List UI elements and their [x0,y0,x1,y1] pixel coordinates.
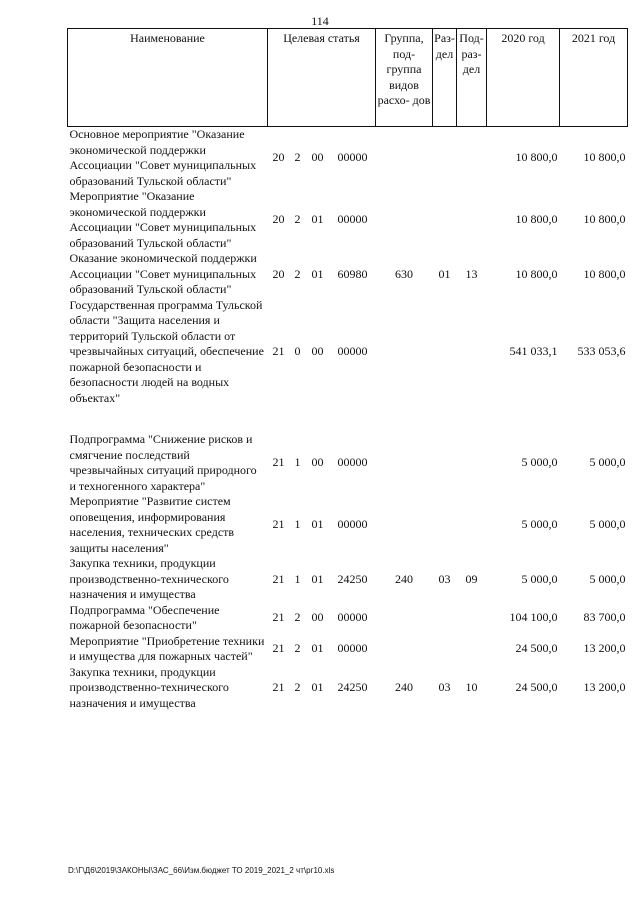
amount-2020: 5 000,0 [521,517,558,532]
amount-2021: 13 200,0 [583,680,626,694]
expense-group: 240 [395,571,414,586]
amount-2021: 5 000,0 [589,517,626,532]
row-name: Оказание экономической поддержки Ассоциации "Совет муниципальных образований Тульской области" [69,251,257,296]
amount-2021: 10 800,0 [583,150,626,165]
row-name: Основное мероприятие "Оказание экономической поддержки Ассоциации "Совет муниципальных образований Тульской области" [69,127,257,188]
target-code-subprogram: 2 [294,641,301,656]
target-code-program: 21 [272,641,285,656]
target-code-direction: 00000 [337,455,368,470]
target-code-subprogram: 0 [294,344,301,358]
target-code-program: 20 [272,150,285,165]
subsection-code [457,432,487,494]
section-code [433,298,457,407]
target-code-subprogram: 2 [294,266,301,281]
expense-group [376,298,433,407]
target-code-program: 20 [272,266,285,281]
target-code-event: 01 [311,680,324,694]
header-2020: 2020 год [487,29,560,127]
amount-2020: 24 500,0 [515,641,558,656]
section-code [433,189,457,251]
target-code-direction: 60980 [337,266,368,281]
expense-group [376,634,433,665]
amount-2020: 104 100,0 [509,610,558,625]
page-number: 114 [311,14,329,28]
table-row [68,665,628,712]
target-code-direction: 24250 [337,571,368,586]
target-code-direction: 24250 [337,680,368,694]
target-code-subprogram: 2 [294,212,301,227]
target-code-program: 21 [272,517,285,532]
table-row [68,432,628,494]
subsection-code [457,189,487,251]
header-expense-group: Группа, под- группа видов расхо- дов [376,29,433,127]
spacer-row [68,406,628,432]
section-code: 01 [438,266,451,281]
target-code-program: 21 [272,455,285,470]
amount-2020: 5 000,0 [521,571,558,586]
section-code [433,494,457,556]
budget-table [67,28,628,711]
expense-group [376,603,433,634]
table-row [68,251,628,298]
subsection-code [457,494,487,556]
amount-2021: 5 000,0 [589,455,626,470]
header-section: Раз- дел [433,29,457,127]
amount-2020: 10 800,0 [515,150,558,165]
section-code [433,603,457,634]
subsection-code [457,298,487,407]
expense-group: 630 [395,266,414,281]
target-code-program: 21 [272,610,285,625]
target-code-program: 20 [272,212,285,227]
target-code-subprogram: 2 [294,150,301,165]
section-code [433,432,457,494]
amount-2021: 83 700,0 [583,610,626,625]
subsection-code [457,127,487,190]
row-name: Закупка техники, продукции производственно-технического назначения и имущества [69,664,229,710]
row-name: Подпрограмма "Снижение рисков и смягчение последствий чрезвычайных ситуаций природного и техногенного характера" [69,432,257,493]
table-row [68,556,628,603]
header-target-article: Целевая статья [268,29,376,127]
target-code-event: 01 [311,517,324,532]
amount-2020: 5 000,0 [521,455,558,470]
target-code-direction: 00000 [337,150,368,165]
amount-2021: 5 000,0 [589,571,626,586]
target-code-event: 00 [311,150,324,165]
target-code-subprogram: 1 [294,571,301,586]
target-code-event: 00 [311,344,324,358]
row-name: Государственная программа Тульской области "Защита населения и территорий Тульской области от чрезвычайных ситуаций, обеспечение пожарной безопасности и безопасности людей на водных объектах" [69,297,264,405]
subsection-code: 09 [465,571,478,586]
row-name: Закупка техники, продукции производственно-технического назначения и имущества [69,556,229,601]
amount-2020: 10 800,0 [515,212,558,227]
amount-2021: 10 800,0 [583,266,626,281]
amount-2021: 10 800,0 [583,212,626,227]
table-header-row [68,29,628,127]
section-code: 03 [438,680,451,694]
expense-group [376,189,433,251]
target-code-event: 01 [311,266,324,281]
footer-file-path: D:\Г\Д6\2019\ЗАКОНЫ\ЗАС_66\Изм.бюджет ТО 2019_2021_2 чт\рг10.xls [68,866,335,875]
subsection-code [457,603,487,634]
section-code: 03 [438,571,451,586]
subsection-code: 10 [465,680,478,694]
target-code-event: 01 [311,571,324,586]
row-name: Мероприятие "Приобретение техники и имущества для пожарных частей" [69,633,265,663]
target-code-subprogram: 1 [294,455,301,470]
table-row [68,634,628,665]
target-code-subprogram: 2 [294,680,301,694]
expense-group [376,432,433,494]
target-code-program: 21 [272,680,285,694]
target-code-event: 00 [311,455,324,470]
target-code-event: 01 [311,212,324,227]
header-2021: 2021 год [560,29,628,127]
table-row [68,189,628,251]
section-code [433,127,457,190]
target-code-direction: 00000 [337,212,368,227]
subsection-code: 13 [465,266,478,281]
row-name: Мероприятие "Развитие систем оповещения, информирования населения, технических средств защиты населения" [69,494,235,555]
amount-2020: 24 500,0 [515,680,558,694]
amount-2021: 13 200,0 [583,641,626,656]
table-row [68,127,628,190]
row-name: Мероприятие "Оказание экономической поддержки Ассоциации "Совет муниципальных образований Тульской области" [69,189,257,250]
table-row [68,603,628,634]
target-code-direction: 00000 [337,641,368,656]
amount-2020: 10 800,0 [515,266,558,281]
target-code-subprogram: 1 [294,517,301,532]
target-code-direction: 00000 [337,344,368,358]
amount-2021: 533 053,6 [577,344,626,358]
table-row [68,298,628,407]
target-code-direction: 00000 [337,517,368,532]
expense-group [376,494,433,556]
target-code-program: 21 [272,344,285,358]
expense-group [376,127,433,190]
expense-group: 240 [395,680,414,694]
table-row [68,494,628,556]
amount-2020: 541 033,1 [509,344,558,358]
row-name: Подпрограмма "Обеспечение пожарной безопасности" [69,602,220,632]
target-code-program: 21 [272,571,285,586]
target-code-event: 01 [311,641,324,656]
table-body [68,127,628,712]
target-code-subprogram: 2 [294,610,301,625]
header-subsection: Под- раз- дел [457,29,487,127]
section-code [433,634,457,665]
subsection-code [457,634,487,665]
header-name: Наименование [68,29,268,127]
target-code-direction: 00000 [337,610,368,625]
target-code-event: 00 [311,610,324,625]
